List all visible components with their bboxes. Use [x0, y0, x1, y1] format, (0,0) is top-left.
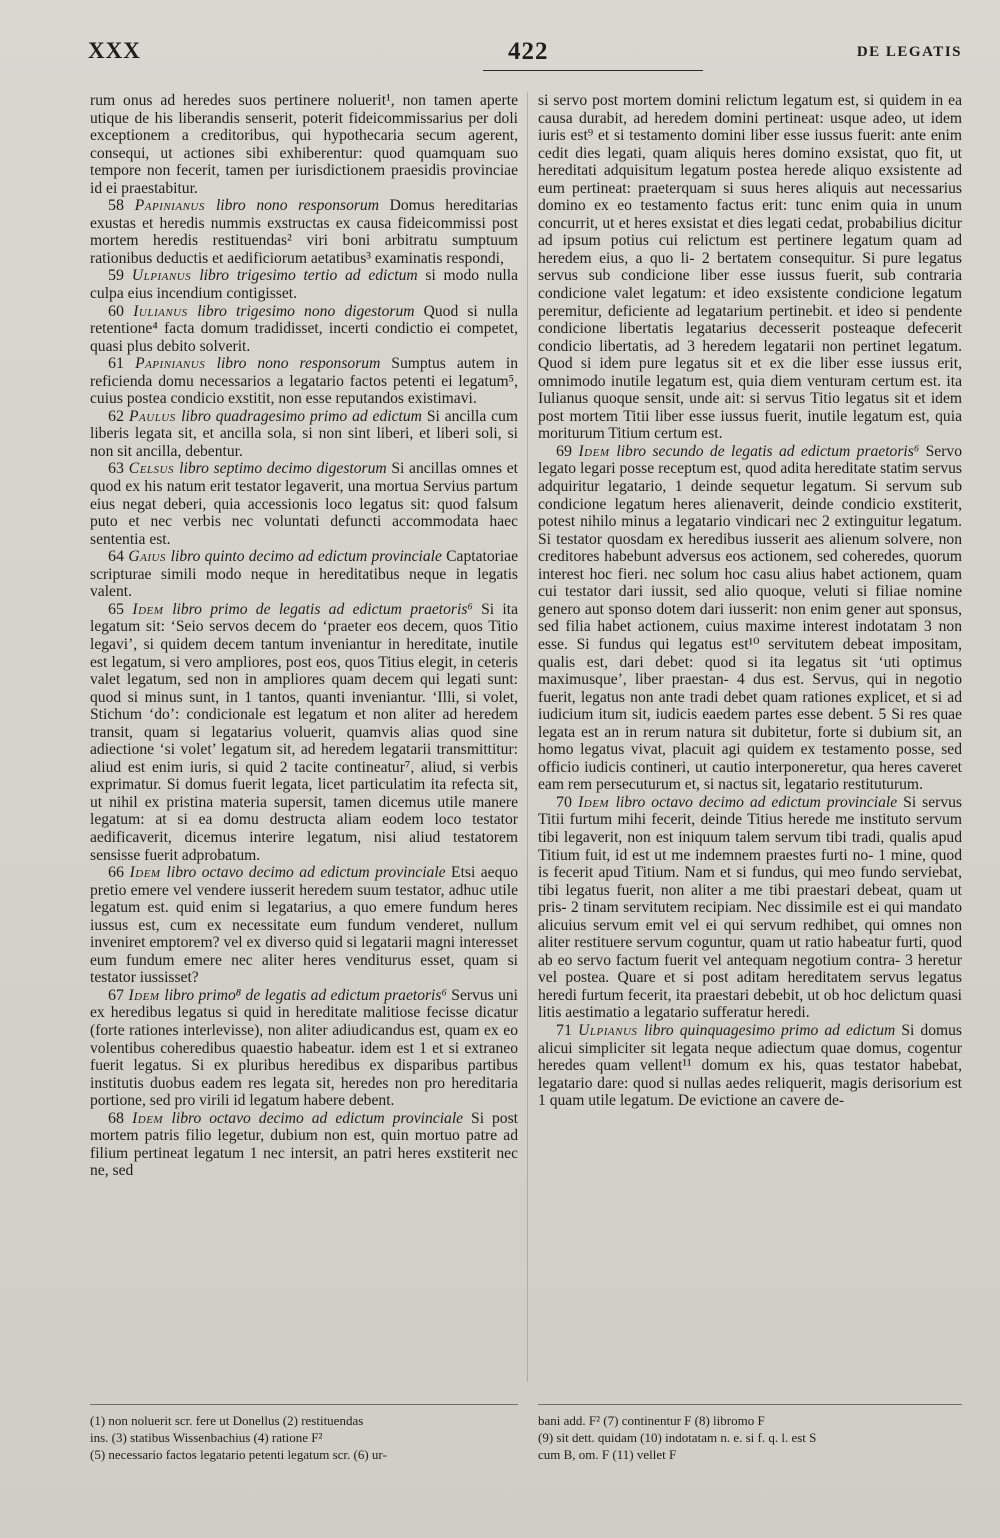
- footnote-line: ins. (3) statibus Wissenbachius (4) ratione F²: [90, 1430, 323, 1445]
- lemma-text: Captatoriae scripturae simili modo neque in hereditatibus neque in legatis valent.: [90, 548, 518, 601]
- header-rule: [483, 70, 703, 71]
- footnote-line: bani add. F² (7) continentur F (8) libromo F: [538, 1413, 765, 1428]
- lemma-paragraph: [90, 303, 518, 356]
- lemma-number: 67: [108, 986, 129, 1004]
- lemma-text: Domus hereditarias exustas et heredis nummis exstructas ex causa fideicommissi post mortem heredis restituendas² viri boni arbitratu sumptuum rationibus deductis et aedificiorum aetatibus³ examinatis respondi,: [90, 197, 519, 267]
- lemma-number: 61: [108, 355, 136, 373]
- jurist-name: Idem: [128, 986, 165, 1004]
- footnotes-right: [538, 1412, 962, 1463]
- lemma-text: Si ita legatum sit: ‘Seio servos decem do ‘praeter eos decem, quos Titio legavi’, si quidem decem tantum inveniantur in hereditate, inutile est legatum, si vero ampliores, post eos, quos Titius elegit, in ceteris valet legatum, sed non in ampliores quam decem qui legati sunt: quod si minus sunt, in 1 tantos, quanti inveniantur. ‘Illi, si volet, Stichum ‘do’: condicionale est legatum et non aliter ad heredem transit, quam si legatarius voluerit, quamvis alias quod sine adiectione ‘si volet’ legatum sit, ad heredem legatarii transmittitur: aliud est enim iuris, si quid 2 tacite contineatur⁷, aliud, si verbis exprimatur. Si domus fuerit legata, licet particulatim ita refecta sit, ut nihil ex pristina materia supersit, tamen dicemus utile manere legatum: at si ea domu destructa aliam eodem loco testator aedificaverit, dicemus interire legatum, nisi aliud testatorem sensisse fuerit adprobatum.: [90, 600, 519, 864]
- lemma-paragraph: [90, 267, 518, 302]
- lemma-paragraph: [538, 1022, 962, 1110]
- jurist-name: Idem: [578, 793, 616, 811]
- footnote-line: (1) non noluerit scr. fere ut Donellus (2) restituendas: [90, 1413, 364, 1428]
- lemma-number: 60: [108, 302, 134, 320]
- work-inscription: libro primo de legatis ad edictum praetoris⁶: [172, 600, 482, 618]
- work-inscription: libro nono responsorum: [216, 355, 392, 373]
- lemma-number: 68: [108, 1109, 133, 1127]
- continuation-paragraph: si servo post mortem domini relictum legatum est, si quidem in ea causa durabit, ad heredem domini pertineat: usque adeo, ut idem iuris est⁹ et si testamento domini liber esse iussus fuerit: ante enim cedit dies legati, quam aliquis heres domino exsistat, quo fit, ut hereditati adquisitum legatum postea herede aliquo exsistente ad eum pertineat: praeterquam si suus heres aliquis aut necessarius domino ex eo testamento factus erit: tunc enim quia in unum concurrit, ut et heres exsistat et dies legati cedat, probabilius dicitur ad ipsum potius cui relictum est pertinere legatum quam ad heredem eius, a quo li- 2 bertatem consequitur. Si pure legatus servus sub condicione liber esse iussus fuerit, sub contraria condicione valet legatum: et ideo exsistente condicione legatum peremitur, deficiente ad legatarium pertinebit. et ideo si pendente condicione libertatis legatarius decesserit posteaque defecerit condicio libertatis, ad 3 heredem legatarii non pertinet legatum. Quod si idem pure legatus sit et ex die liber esse iussus erit, omnimodo inutile legatum est, quia diem venturam certum est. ita Iulianus quoque sensit, unde ait: si servus Titio legatus sit et idem post mortem Titii liber esse iussus fuerit, inutile legatum est, quia moriturum Titium certum est.: [538, 92, 962, 443]
- jurist-name: Idem: [132, 600, 173, 618]
- work-inscription: libro octavo decimo ad edictum provinciale: [615, 793, 904, 811]
- lemma-text: Servo legato legari posse receptum est, quod adita hereditate statim servus adquiritur legatario, 1 deinde sequetur legatum. Si servum sub condicione legatum heres alienaverit, deinde condicio exstiterit, potest nihilo minus a legatario vindicari nec 2 extinguitur legatum. Si testator quosdam ex heredibus iusserit aes alienum solvere, non creditores habebunt adversus eos actionem, sed coheredes, quorum interest hoc fieri. nec solum hoc casu alius habet actionem, quam cui testator dari iussit, sed alio quoque, veluti si filiae nomine genero aut sponso dotem dari iusserit: non enim gener aut sponsus, sed filia habet actionem, cuius maxime interest indotatam 3 non esse. Si fundus qui legatus est¹⁰ servitutem debeat impositam, qualis est, dari debet: quod si ita legatus sit ‘uti optimus maximusque’, liber praestan- 4 dus est. Servus, qui in negotio fuerit, legatus non ante tradi debet quam rationes explicet, et si ad iudicium itum sit, iudicis eaedem partes esse debent. 5 Si res quae legata est an in rerum natura sit dubitetur, forte si dubium sit, an homo legatus vivat, placuit agi quidem ex testamento posse, sed officio iudicis contineri, ut cautio interponeretur, qua heres caveret eam rem persecuturum et, si nactus sit, legatario restituturum.: [538, 442, 963, 794]
- jurist-name: Ulpianus: [578, 1021, 644, 1039]
- jurist-name: Idem: [132, 1109, 172, 1127]
- lemma-number: 63: [108, 460, 129, 478]
- jurist-name: Papinianus: [134, 197, 216, 215]
- lemma-text: si modo nulla culpa eius incendium contigisset.: [90, 267, 518, 303]
- jurist-name: Celsus: [128, 460, 180, 478]
- footnote-line: (5) necessario factos legatario petenti legatum scr. (6) ur-: [90, 1447, 387, 1462]
- lemma-number: 64: [108, 548, 129, 566]
- lemma-number: 66: [108, 864, 130, 882]
- lemma-paragraph: [90, 460, 518, 548]
- work-inscription: libro octavo decimo ad edictum provinciale: [171, 1109, 472, 1127]
- lemma-paragraph: [538, 443, 962, 794]
- work-inscription: libro trigesimo tertio ad edictum: [199, 267, 426, 285]
- footnote-rule-left: [90, 1404, 518, 1405]
- lemma-paragraph: [90, 197, 518, 267]
- jurist-name: Iulianus: [133, 302, 198, 320]
- lemma-paragraph: [90, 987, 518, 1110]
- jurist-name: Paulus: [129, 407, 182, 425]
- jurist-name: Idem: [129, 864, 167, 882]
- work-inscription: libro octavo decimo ad edictum provinciale: [166, 864, 452, 882]
- section-title: DE LEGATIS: [856, 44, 962, 60]
- lemma-paragraph: [90, 601, 518, 864]
- work-inscription: libro quadragesimo primo ad edictum: [181, 407, 427, 425]
- work-inscription: libro quinto decimo ad edictum provinciale: [170, 548, 447, 566]
- lemma-paragraph: [90, 355, 518, 408]
- lemma-paragraph: [538, 794, 962, 1022]
- lemma-text: Si domus alicui simpliciter sit legata neque adiectum quae domus, cogentur heredes quam vellent¹¹ domum ex his, quas testator habebat, legatario dare: quod si nullas aedes reliquerit, magis derisorium est 1 quam utile legatum. De evictione an cavere de-: [538, 1021, 962, 1110]
- column-divider: [527, 92, 528, 1382]
- jurist-name: Papinianus: [135, 355, 217, 373]
- lemma-text: Sumptus autem in reficienda domu necessarios a legatario factos petenti ei legatum⁵, cuius postea condicio exstitit, non esse reputandos existimavi.: [90, 355, 519, 408]
- lemma-paragraph: [90, 864, 518, 987]
- lemma-paragraph: [90, 548, 518, 601]
- footnote-line: (9) sit dett. quidam (10) indotatam n. e. si f. q. l. est S: [538, 1430, 817, 1445]
- lemma-text: Si servus Titii furtum mihi fecerit, deinde Titius herede me instituto servum tibi legaverit, non est iniquum talem servum tibi tradi, qualis apud Titium fuit, id est ut me indemnem praestes furti no- 1 mine, quod is fecerit apud Titium. Nam et si fundus, qui meo fundo serviebat, tibi legatus fuerit, non aliter a me tibi praestari debeat, quam ut pris- 2 tinam servitutem recipiam. Nec dissimile est ei qui mandato alicuius servum emit vel ei qui servum redhibet, qui omnes non aliter restituere servum coguntur, quam ut ratio habeatur furti, quod ab eo servo factum fuerit vel antequam negotium contra- 3 heretur vel postea. Quare et si post aditam hereditatem servus legatus heredi furtum fecerit, ita praestari debebit, ut ob hoc delictum quasi litis aestimatio a legatario sufferatur heredi.: [538, 793, 962, 1022]
- work-inscription: libro quinquagesimo primo ad edictum: [643, 1021, 902, 1039]
- work-inscription: libro nono responsorum: [215, 197, 390, 215]
- lemma-text: Si ancilla cum liberis legata sit, et ancilla sola, si non sint liberi, et liberi soli, si non sit ancilla, debentur.: [90, 407, 519, 460]
- title-number: XXX: [88, 38, 141, 63]
- lemma-text: Si ancillas omnes et quod ex his natum erit testator legaverit, una mortua Servius partum eius negat deberi, quia accessionis loco legatus sit: quod falsum puto et nec verbis nec voluntati defuncti accommodata haec sententia est.: [90, 460, 519, 548]
- jurist-name: Ulpianus: [131, 267, 200, 285]
- lemma-text: Servus uni ex heredibus legatus si quid in hereditate malitiose fecisse dicatur (forte rationes interlevisse), non aliter adiudicandus est, quam ex eo volentibus coheredibus quaestio habeatur. idem est 1 et si extraneo fuerit legatus. Si ex pluribus heredibus ex disparibus partibus institutis duobus eadem res legata sit, heredes non pro hereditaria portione, sed pro virili id legatum habere debent.: [90, 986, 519, 1110]
- lemma-text: Si post mortem patris filio legetur, dubium non est, quin mortuo patre ad filium pertineat legatum 1 nec intersit, an patri heres exstiterit nec ne, sed: [90, 1109, 518, 1180]
- work-inscription: libro trigesimo nono digestorum: [197, 302, 424, 320]
- lemma-number: 71: [556, 1021, 579, 1039]
- running-head: [88, 38, 962, 74]
- lemma-paragraph: [90, 1110, 518, 1180]
- work-inscription: libro secundo de legatis ad edictum praetoris⁶: [616, 442, 926, 460]
- work-inscription: libro primo⁸ de legatis ad edictum praetoris⁶: [164, 986, 452, 1004]
- lemma-number: 65: [108, 600, 133, 618]
- lemma-number: 62: [108, 407, 129, 425]
- lemma-number: 58: [108, 197, 135, 215]
- continuation-paragraph: rum onus ad heredes suos pertinere noluerit¹, non tamen aperte utique de his liberandis senserit, poterit fideicommissarius per doli exceptionem a creditoribus, qui hypothecaria secum agerent, consequi, ut actiones sibi exhiberentur: quod quamquam suo tempore non fecerit, tamen per iurisdictionem praesidis provinciae id ei praestabitur.: [90, 92, 518, 197]
- right-column: [538, 92, 962, 1110]
- lemma-text: Etsi aequo pretio emere vel vendere iusserit heredem suum testator, adhuc utile legatum est. quid enim si legatarius, a quo emere fundum heres iussus est, cum ex necessitate eum fundum venderet, nullum inveniret emptorem? vel ex diverso quid si legatarii magni interesset eum fundum emere nec aliter heres venditurus esset, quam si testator iussisset?: [90, 864, 518, 987]
- lemma-number: 59: [108, 267, 132, 285]
- left-column: [90, 92, 518, 1180]
- lemma-number: 70: [556, 793, 579, 811]
- lemma-number: 69: [556, 442, 579, 460]
- lemma-paragraph: [90, 408, 518, 461]
- footnotes-left: [90, 1412, 518, 1463]
- footnote-line: cum B, om. F (11) vellet F: [538, 1447, 677, 1462]
- page-number: 422: [508, 38, 549, 65]
- lemma-text: Quod si nulla retentione⁴ facta domum tradidisset, incerti condictio ei competet, quasi plus debito solverit.: [90, 302, 519, 355]
- jurist-name: Idem: [578, 442, 617, 460]
- footnote-rule-right: [538, 1404, 962, 1405]
- work-inscription: libro septimo decimo digestorum: [179, 460, 392, 478]
- jurist-name: Gaius: [128, 548, 171, 566]
